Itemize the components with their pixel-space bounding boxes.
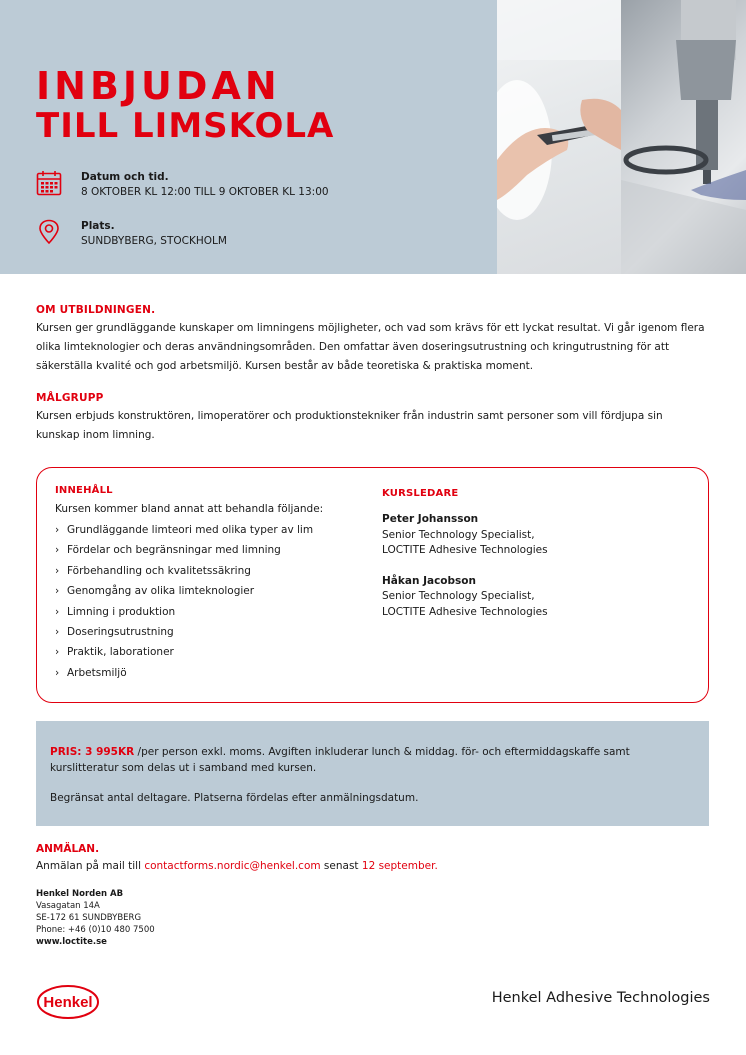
place-info xyxy=(36,219,227,249)
list-item: › Arbetsmiljö xyxy=(55,666,127,679)
price-text xyxy=(50,744,695,776)
place-label: Plats. xyxy=(81,220,115,232)
location-pin-icon xyxy=(36,219,62,245)
henkel-logo xyxy=(36,984,100,1020)
content-heading: INNEHÅLL xyxy=(55,485,113,496)
signup-deadline: 12 september. xyxy=(361,860,438,872)
leader-name: Håkan Jacobson xyxy=(382,574,476,587)
place-value: SUNDBYBERG, STOCKHOLM xyxy=(81,235,227,247)
target-text: Kursen erbjuds konstruktören, limoperatörer och produktionstekniker från industrin samt personer som vill fördjupa sin kunskap inom limning. xyxy=(36,410,663,441)
footer-tagline: Henkel Adhesive Technologies xyxy=(491,990,710,1006)
leader-title: Senior Technology Specialist, xyxy=(382,590,535,602)
leaders-heading: KURSLEDARE xyxy=(382,488,459,499)
price-label: PRIS: 3 995KR xyxy=(50,746,135,758)
content-intro: Kursen kommer bland annat att behandla följande: xyxy=(55,503,324,515)
title-line-1: INBJUDAN xyxy=(36,64,281,108)
date-info xyxy=(36,170,329,200)
list-item: › Doseringsutrustning xyxy=(55,626,174,639)
company-address xyxy=(36,888,155,948)
price-note: Begränsat antal deltagare. Platserna fördelas efter anmälningsdatum. xyxy=(50,792,419,804)
leader-org: LOCTITE Adhesive Technologies xyxy=(382,605,548,618)
price-panel xyxy=(36,721,709,826)
leader-card xyxy=(382,512,682,559)
list-item: › Grundläggande limteori med olika typer av lim xyxy=(55,524,314,536)
leader-title: Senior Technology Specialist, xyxy=(382,528,535,541)
signup-text: Anmälan på mail till contactforms.nordic@henkel.com senast 12 september. xyxy=(36,860,438,872)
signup-section xyxy=(36,843,708,872)
list-item: › Genomgång av olika limteknologier xyxy=(55,585,255,598)
company-street: Vasagatan 14A xyxy=(36,901,100,911)
company-name: Henkel Norden AB xyxy=(36,889,124,899)
list-item: › Limning i produktion xyxy=(55,605,176,618)
content-box xyxy=(36,467,709,703)
company-city: SE-172 61 SUNDBYBERG xyxy=(36,913,142,923)
content-column xyxy=(55,485,375,683)
target-section xyxy=(36,392,708,445)
about-section xyxy=(36,304,708,376)
date-label: Datum och tid. xyxy=(81,171,169,183)
date-value: 8 OKTOBER KL 12:00 TILL 9 OKTOBER KL 13:00 xyxy=(81,186,329,198)
title-line-2: TILL LIMSKOLA xyxy=(36,106,335,146)
content-list xyxy=(55,520,375,683)
leader-name: Peter Johansson xyxy=(382,513,479,525)
signup-email-link[interactable]: contactforms.nordic@henkel.com xyxy=(144,860,321,872)
price-details: /per person exkl. moms. Avgiften inkluderar lunch & middag. för- och eftermiddagskaffe samt kurslitteratur som delas ut i samband med kursen. xyxy=(50,746,630,774)
leader-card xyxy=(382,574,682,621)
list-item: › Förbehandling och kvalitetssäkring xyxy=(55,564,251,577)
leaders-column xyxy=(382,488,682,620)
target-heading: MÅLGRUPP xyxy=(36,392,104,404)
list-item: › Praktik, laborationer xyxy=(55,646,174,659)
about-heading: OM UTBILDNINGEN. xyxy=(36,304,156,316)
calendar-icon xyxy=(36,170,62,196)
leader-org: LOCTITE Adhesive Technologies xyxy=(382,544,548,556)
company-website-link[interactable]: www.loctite.se xyxy=(36,937,107,947)
signup-heading: ANMÄLAN. xyxy=(36,843,100,855)
machine-photo xyxy=(621,0,746,274)
company-phone: Phone: +46 (0)10 480 7500 xyxy=(36,925,155,935)
page-title xyxy=(36,66,334,146)
about-text: Kursen ger grundläggande kunskaper om limningens möjligheter, och vad som krävs för ett lyckat resultat. Vi går igenom flera olika limteknologier och deras användningsområden. Den omfattar även doseringsutrustning och kringutrustning för att säkerställa kvalité och god arbetsmiljö. Kursen består av både teoretiska & praktiska moment. xyxy=(36,322,705,372)
hands-photo xyxy=(497,0,621,274)
svg-text:Henkel: Henkel xyxy=(43,994,93,1011)
list-item: › Fördelar och begränsningar med limning xyxy=(55,544,281,557)
